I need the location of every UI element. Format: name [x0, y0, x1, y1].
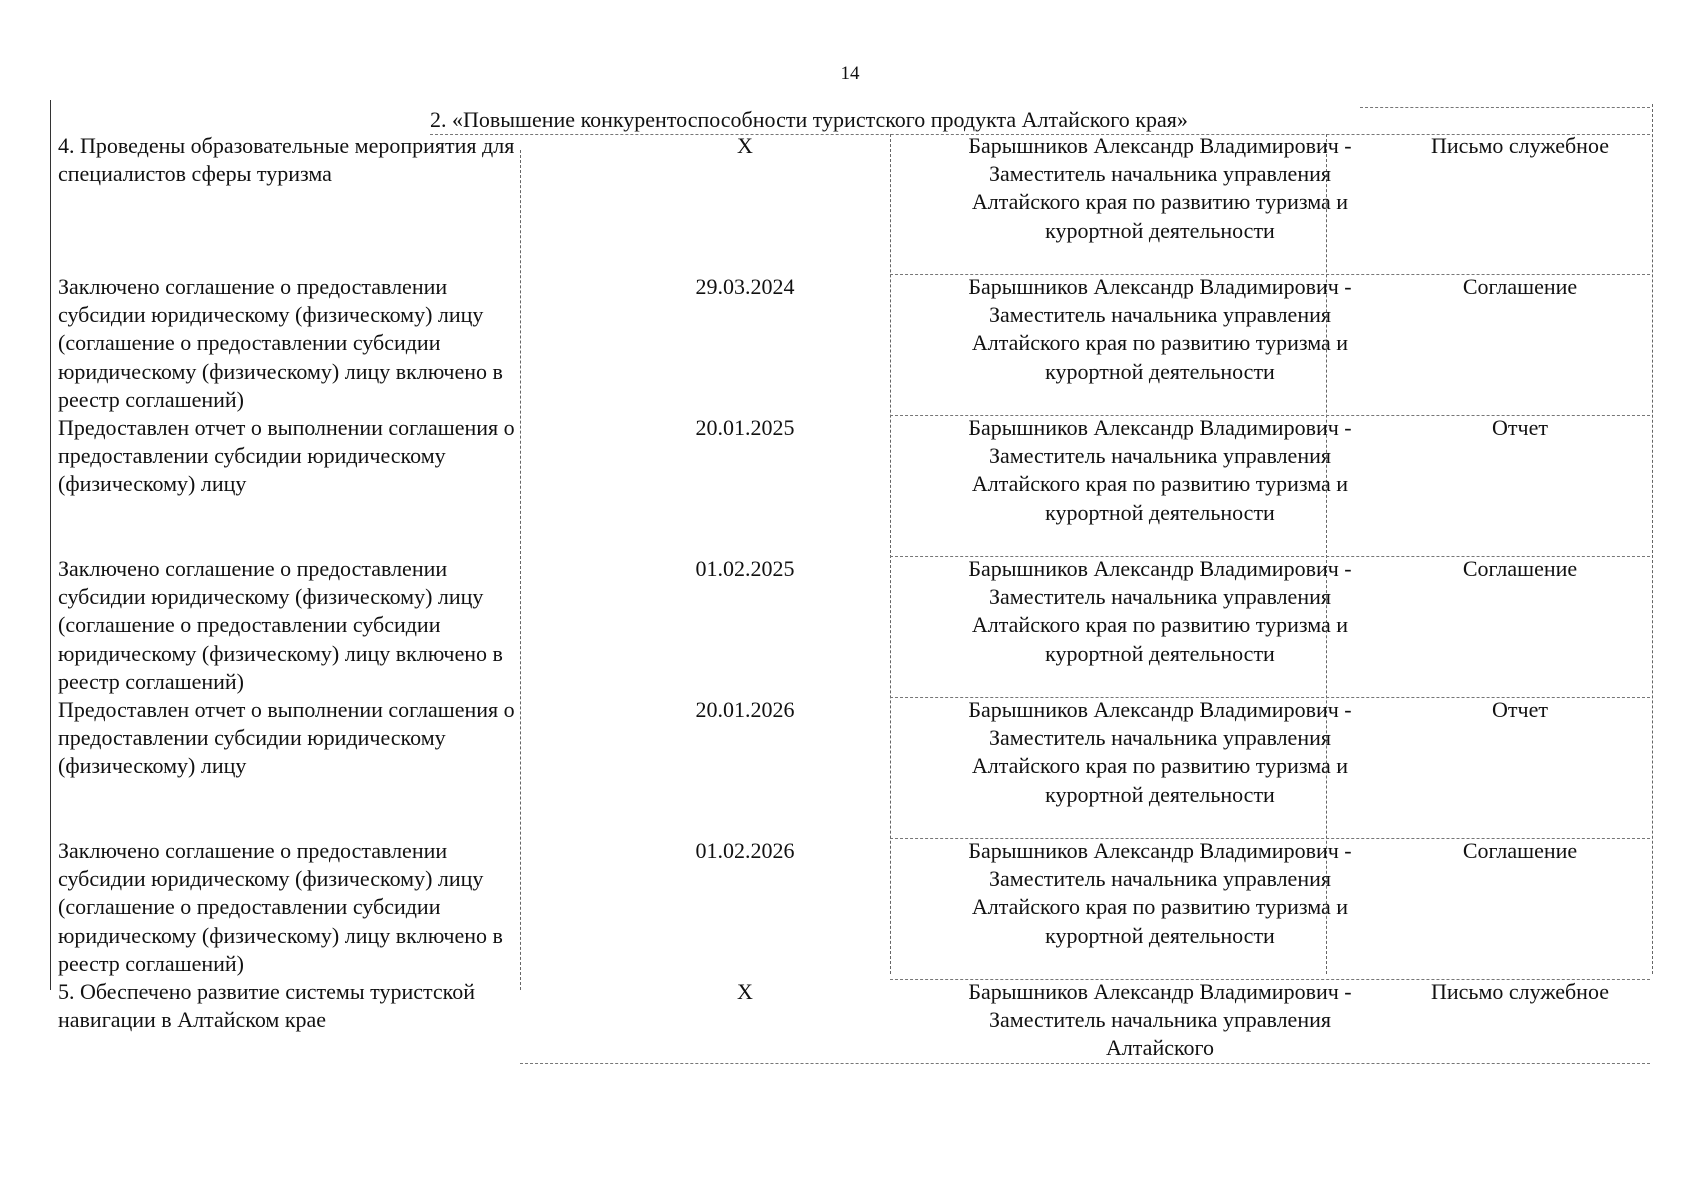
date-cell: 01.02.2025: [695, 556, 795, 581]
table-row: [50, 837, 1660, 978]
event-cell: 4. Проведены образовательные мероприятия для специалистов сферы туризма: [58, 133, 515, 187]
document-cell: Соглашение: [1462, 838, 1578, 863]
document-cell: Отчет: [1492, 415, 1548, 440]
table-row: [50, 273, 1660, 414]
row-divider: [890, 979, 1650, 980]
date-cell: 29.03.2024: [695, 274, 795, 299]
bottom-rule: [520, 1063, 1650, 1064]
row-divider: [890, 556, 1650, 557]
document-cell: Соглашение: [1462, 556, 1578, 581]
section-title: 2. «Повышение конкурентоспособности туристского продукта Алтайского края»: [430, 107, 1188, 132]
top-rule: [1360, 107, 1650, 108]
table-row: [50, 132, 1660, 273]
event-cell: Заключено соглашение о предоставлении субсидии юридическому (физическому) лицу (соглашение о предоставлении субсидии юридическому (физическому) лицу включено в реестр соглашений): [58, 274, 503, 412]
responsible-cell: Барышников Александр Владимирович - Заместитель начальника управления Алтайского края по развитию туризма и курортной деятельности: [968, 556, 1352, 666]
table-row: [50, 696, 1660, 837]
event-cell: Заключено соглашение о предоставлении субсидии юридическому (физическому) лицу (соглашение о предоставлении субсидии юридическому (физическому) лицу включено в реестр соглашений): [58, 556, 503, 694]
event-cell: Заключено соглашение о предоставлении субсидии юридическому (физическому) лицу (соглашение о предоставлении субсидии юридическому (физическому) лицу включено в реестр соглашений): [58, 838, 503, 976]
date-cell: 01.02.2026: [695, 838, 795, 863]
event-cell: 5. Обеспечено развитие системы туристской навигации в Алтайском крае: [58, 979, 475, 1033]
document-cell: Письмо служебное: [1430, 979, 1609, 1004]
document-cell: Отчет: [1492, 697, 1548, 722]
table-row: [50, 555, 1660, 696]
row-divider: [890, 697, 1650, 698]
document-cell: Соглашение: [1462, 274, 1578, 299]
event-cell: Предоставлен отчет о выполнении соглашения о предоставлении субсидии юридическому (физическому) лицу: [58, 415, 515, 497]
date-cell: 20.01.2026: [695, 697, 795, 722]
document-cell: Письмо служебное: [1430, 133, 1609, 158]
page-number: 14: [840, 63, 860, 84]
row-divider: [890, 415, 1650, 416]
event-cell: Предоставлен отчет о выполнении соглашения о предоставлении субсидии юридическому (физическому) лицу: [58, 697, 515, 779]
date-cell: 20.01.2025: [695, 415, 795, 440]
table-row: [50, 978, 1660, 1068]
row-divider: [890, 838, 1650, 839]
responsible-cell: Барышников Александр Владимирович - Заместитель начальника управления Алтайского края по развитию туризма и курортной деятельности: [968, 838, 1352, 948]
responsible-cell: Барышников Александр Владимирович - Заместитель начальника управления Алтайского края по развитию туризма и курортной деятельности: [968, 274, 1352, 384]
date-cell: X: [737, 979, 753, 1004]
responsible-cell: Барышников Александр Владимирович - Заместитель начальника управления Алтайского края по развитию туризма и курортной деятельности: [968, 415, 1352, 525]
responsible-cell: Барышников Александр Владимирович - Заместитель начальника управления Алтайского: [968, 979, 1352, 1061]
table-row: [50, 414, 1660, 555]
date-cell: X: [737, 133, 753, 158]
implementation-table: [50, 132, 1660, 1072]
responsible-cell: Барышников Александр Владимирович - Заместитель начальника управления Алтайского края по развитию туризма и курортной деятельности: [968, 133, 1352, 243]
row-divider: [890, 274, 1650, 275]
responsible-cell: Барышников Александр Владимирович - Заместитель начальника управления Алтайского края по развитию туризма и курортной деятельности: [968, 697, 1352, 807]
